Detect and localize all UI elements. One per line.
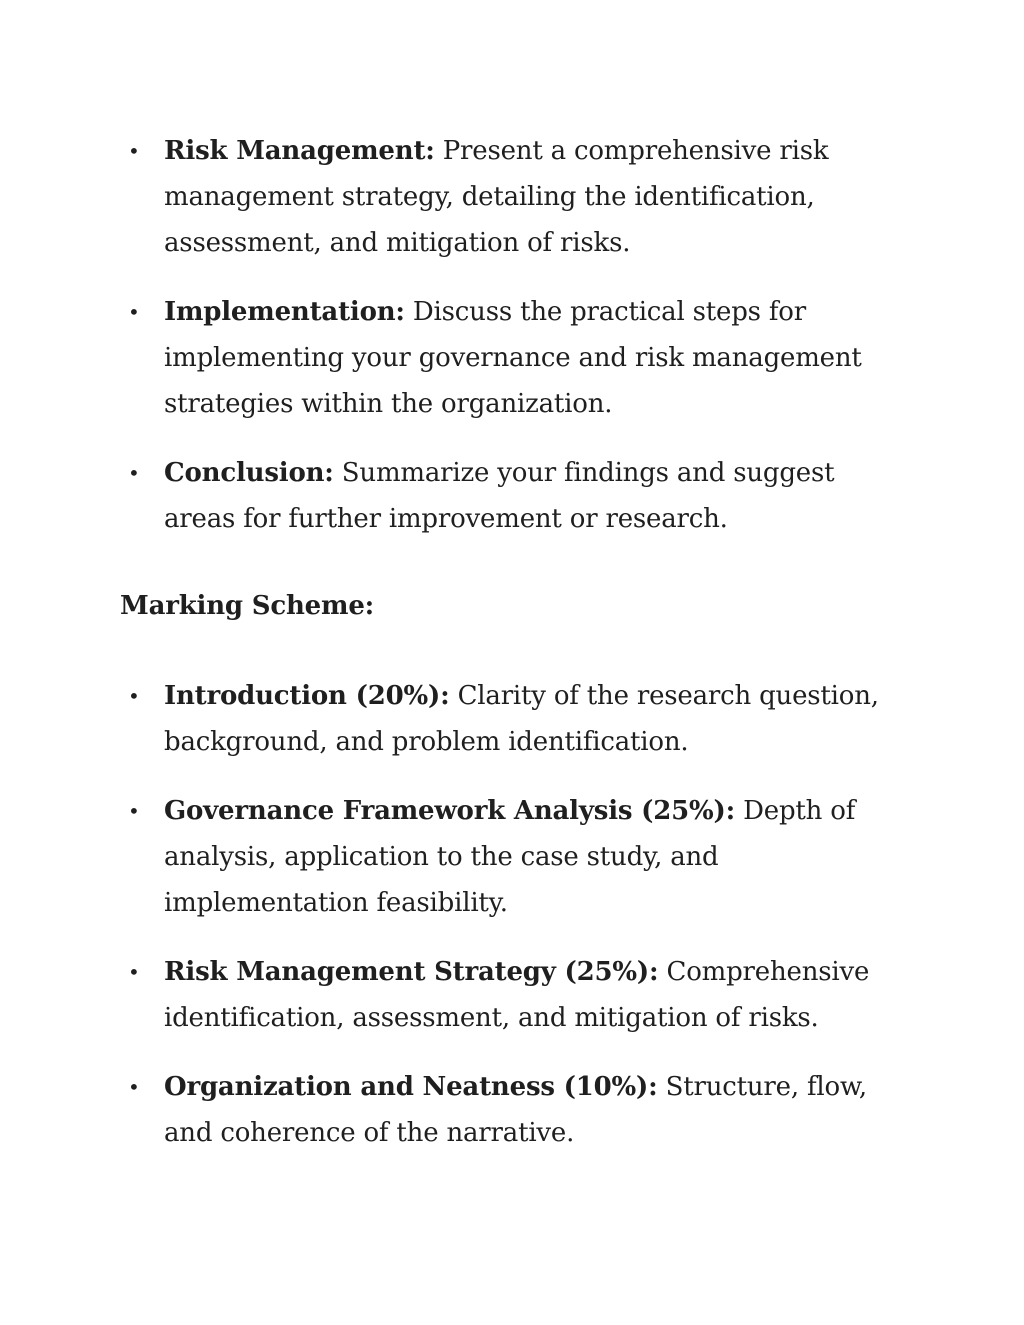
- bullet-icon: •: [128, 461, 140, 485]
- item-description: Clarity of the research question, background, and problem identification.: [164, 681, 879, 757]
- item-description: Comprehensive identification, assessment, and mitigation of risks.: [164, 957, 870, 1033]
- bullet-icon: •: [128, 799, 140, 823]
- bullet-icon: •: [128, 300, 140, 324]
- section-requirements-list: [120, 128, 910, 565]
- item-term: Conclusion:: [164, 458, 334, 488]
- item-term: Risk Management:: [164, 136, 435, 166]
- item-description: Present a comprehensive risk management strategy, detailing the identification, assessment, and mitigation of risks.: [164, 136, 829, 258]
- marking-scheme-list: [120, 673, 910, 1179]
- list-item: [120, 673, 910, 765]
- list-item: [120, 949, 910, 1041]
- marking-scheme-heading: Marking Scheme:: [120, 591, 375, 621]
- item-description: Discuss the practical steps for implementing your governance and risk management strategies within the organization.: [164, 297, 862, 419]
- item-term: Introduction (20%):: [164, 681, 450, 711]
- bullet-icon: •: [128, 684, 140, 708]
- item-term: Risk Management Strategy (25%):: [164, 957, 659, 987]
- bullet-icon: •: [128, 960, 140, 984]
- list-item: [120, 788, 910, 926]
- item-term: Implementation:: [164, 297, 405, 327]
- list-item: [120, 450, 910, 542]
- list-item: [120, 128, 910, 266]
- item-description: Depth of analysis, application to the case study, and implementation feasibility.: [164, 796, 856, 918]
- bullet-icon: •: [128, 1075, 140, 1099]
- list-item: [120, 1064, 910, 1156]
- item-description: Structure, flow, and coherence of the narrative.: [164, 1072, 868, 1148]
- item-term: Governance Framework Analysis (25%):: [164, 796, 736, 826]
- bullet-icon: •: [128, 139, 140, 163]
- item-description: Summarize your findings and suggest areas for further improvement or research.: [164, 458, 835, 534]
- item-term: Organization and Neatness (10%):: [164, 1072, 658, 1102]
- list-item: [120, 289, 910, 427]
